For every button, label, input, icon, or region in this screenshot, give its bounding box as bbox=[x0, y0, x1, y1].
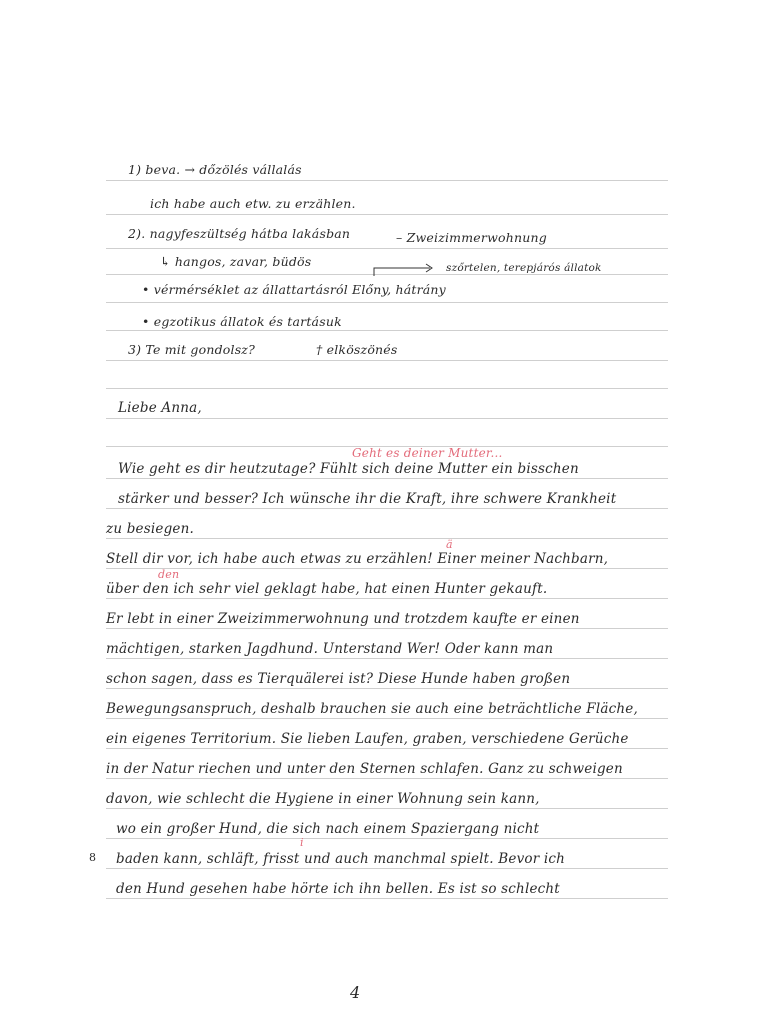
letter-line: Er lebt in einer Zweizimmerwohnung und trotzdem kaufte er einen bbox=[106, 611, 580, 627]
ruled-line bbox=[106, 718, 668, 719]
ruled-line bbox=[106, 868, 668, 869]
ruled-line bbox=[106, 330, 668, 331]
note-2-bullet-1b: Előny, hátrány bbox=[352, 282, 446, 297]
ruled-line bbox=[106, 478, 668, 479]
ruled-line bbox=[106, 598, 668, 599]
letter-line: stärker und besser? Ich wünsche ihr die Kraft, ihre schwere Krankheit bbox=[118, 491, 617, 507]
ruled-line bbox=[106, 628, 668, 629]
note-1b: ich habe auch etw. zu erzählen. bbox=[150, 196, 356, 211]
ruled-line bbox=[106, 538, 668, 539]
note-2-word: – Zweizimmerwohnung bbox=[396, 230, 547, 245]
letter-line: über den ich sehr viel geklagt habe, hat einen Hunter gekauft. bbox=[106, 581, 548, 597]
ruled-line bbox=[106, 748, 668, 749]
letter-line: zu besiegen. bbox=[106, 521, 194, 537]
ruled-line bbox=[106, 808, 668, 809]
correction-i: i bbox=[300, 836, 304, 849]
ruled-line bbox=[106, 688, 668, 689]
ruled-line bbox=[106, 180, 668, 181]
ruled-line bbox=[106, 302, 668, 303]
note-2-bullet-1: • vérmérséklet az állattartásról bbox=[142, 282, 348, 297]
teacher-correction: Geht es deiner Mutter... bbox=[352, 446, 503, 460]
letter-line: Bewegungsanspruch, deshalb brauchen sie auch eine beträchtliche Fläche, bbox=[106, 701, 638, 717]
ruled-line bbox=[106, 898, 668, 899]
ruled-line bbox=[106, 360, 668, 361]
note-2-head: 2). nagyfeszültség hátba lakásban bbox=[128, 226, 351, 241]
letter-line: ein eigenes Territorium. Sie lieben Laufen, graben, verschiedene Gerüche bbox=[106, 731, 629, 747]
note-3b: † elköszönés bbox=[316, 342, 398, 357]
letter-line: baden kann, schläft, frisst und auch manchmal spielt. Bevor ich bbox=[116, 851, 566, 867]
ruled-line bbox=[106, 214, 668, 215]
correction-den: den bbox=[158, 568, 180, 581]
ruled-line bbox=[106, 778, 668, 779]
correction-umlaut: ä bbox=[446, 538, 453, 551]
ruled-line bbox=[106, 568, 668, 569]
note-1: 1) beva. → dőzölés vállalás bbox=[128, 162, 302, 177]
letter-line: mächtigen, starken Jagdhund. Unterstand Wer! Oder kann man bbox=[106, 641, 554, 657]
margin-mark: 8 bbox=[89, 851, 96, 864]
arrow-icon bbox=[370, 262, 440, 278]
note-2-arrow-text: szőrtelen, terepjárós állatok bbox=[446, 262, 602, 274]
letter-line: in der Natur riechen und unter den Sternen schlafen. Ganz zu schweigen bbox=[106, 761, 623, 777]
letter-line: Stell dir vor, ich habe auch etwas zu erzählen! Einer meiner Nachbarn, bbox=[106, 551, 609, 567]
letter-line: wo ein großer Hund, die sich nach einem Spaziergang nicht bbox=[116, 821, 540, 837]
ruled-line bbox=[106, 248, 668, 249]
note-2-sub: ↳ hangos, zavar, büdös bbox=[160, 254, 312, 269]
ruled-line bbox=[106, 418, 668, 419]
ruled-line bbox=[106, 388, 668, 389]
letter-line: schon sagen, dass es Tierquälerei ist? Diese Hunde haben großen bbox=[106, 671, 571, 687]
note-2-bullet-2: • egzotikus állatok és tartásuk bbox=[142, 314, 342, 329]
letter-line: Wie geht es dir heutzutage? Fühlt sich deine Mutter ein bisschen bbox=[118, 461, 579, 477]
letter-line: den Hund gesehen habe hörte ich ihn bellen. Es ist so schlecht bbox=[116, 881, 560, 897]
letter-line: davon, wie schlecht die Hygiene in einer Wohnung sein kann, bbox=[106, 791, 540, 807]
note-3: 3) Te mit gondolsz? bbox=[128, 342, 255, 357]
greeting: Liebe Anna, bbox=[118, 400, 202, 416]
page-number: 4 bbox=[350, 983, 361, 1002]
ruled-line bbox=[106, 508, 668, 509]
ruled-line bbox=[106, 658, 668, 659]
ruled-line bbox=[106, 838, 668, 839]
